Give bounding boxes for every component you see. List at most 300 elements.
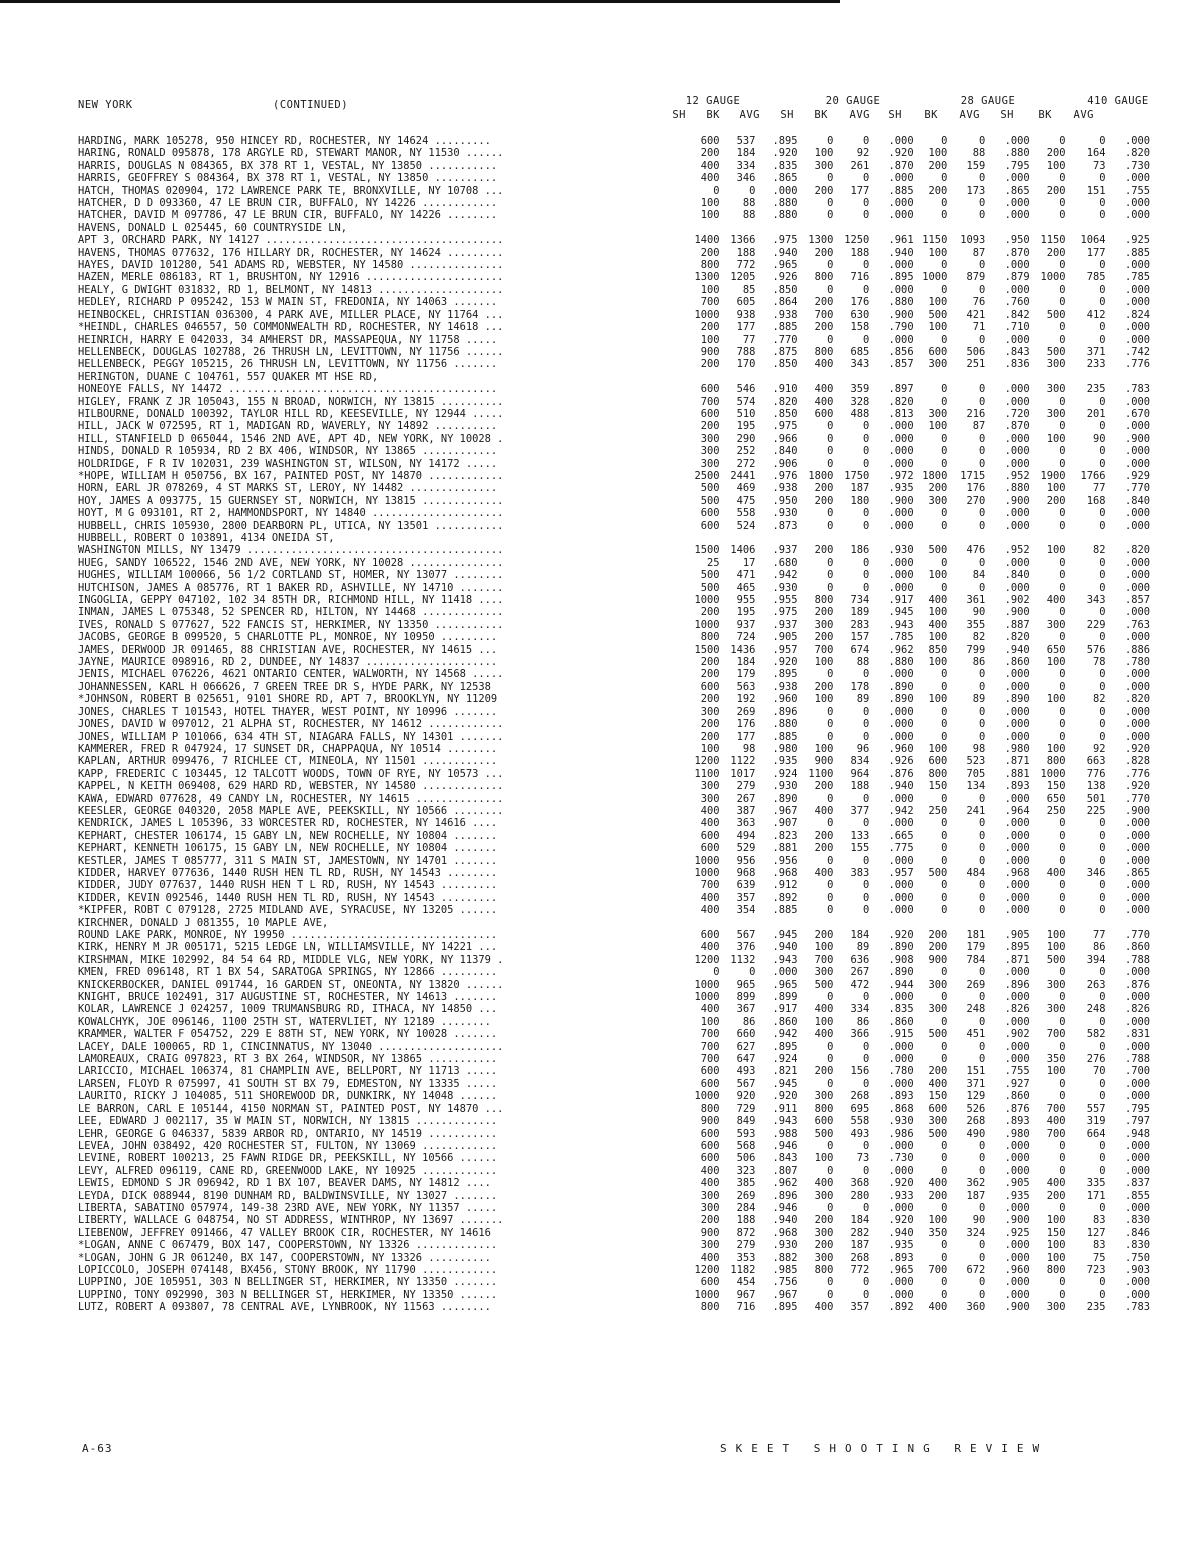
score-cell: .821 bbox=[772, 1065, 798, 1078]
score-cell: 600 bbox=[700, 383, 720, 396]
score-cell: 300 bbox=[1046, 358, 1066, 371]
score-cell: .000 bbox=[888, 556, 914, 569]
table-row bbox=[78, 1128, 1150, 1140]
score-cell: .000 bbox=[1124, 1164, 1150, 1177]
score-cell: .820 bbox=[1124, 693, 1150, 706]
score-cell: 0 bbox=[863, 1053, 870, 1066]
score-cell: 200 bbox=[928, 159, 948, 172]
score-cell: 189 bbox=[850, 606, 870, 619]
score-cell: 0 bbox=[1099, 1077, 1106, 1090]
score-cell: 0 bbox=[827, 581, 834, 594]
score-cell bbox=[947, 532, 985, 544]
score-cell: 685 bbox=[850, 345, 870, 358]
score-cell: .000 bbox=[888, 1164, 914, 1177]
score-cell: .000 bbox=[1004, 1276, 1030, 1289]
score-cell: .944 bbox=[888, 978, 914, 991]
score-cell: 328 bbox=[850, 395, 870, 408]
score-cell: .000 bbox=[1004, 842, 1030, 855]
score-cell: 0 bbox=[827, 569, 834, 582]
score-cell: 300 bbox=[814, 1251, 834, 1264]
score-cell: 493 bbox=[736, 1065, 756, 1078]
score-cell: .964 bbox=[1004, 804, 1030, 817]
score-cell: 0 bbox=[1059, 283, 1066, 296]
score-cell: 200 bbox=[814, 929, 834, 941]
score-cell: 0 bbox=[979, 283, 986, 296]
page-number: A-63 bbox=[82, 1442, 113, 1455]
score-cell: 176 bbox=[966, 482, 986, 495]
score-cell: 0 bbox=[1059, 1139, 1066, 1152]
shooter-entry: KENDRICK, JAMES L 105396, 33 WORCESTER RD, ROCHESTER, NY 14616 .... bbox=[78, 817, 498, 830]
shooter-entry: HILL, STANFIELD D 065044, 1546 2ND AVE, APT 4D, NEW YORK, NY 10028 . bbox=[78, 432, 504, 445]
score-cell: 0 bbox=[1099, 1276, 1106, 1289]
score-cell: .000 bbox=[888, 209, 914, 222]
score-cell: 343 bbox=[850, 358, 870, 371]
score-cell: 0 bbox=[1099, 1288, 1106, 1301]
score-cell: 700 bbox=[814, 953, 834, 966]
score-cell: 1500 bbox=[694, 544, 720, 557]
score-cell: .935 bbox=[888, 482, 914, 495]
score-cell: 0 bbox=[941, 432, 948, 445]
score-cell: 0 bbox=[941, 1201, 948, 1214]
score-cell: 700 bbox=[1046, 1028, 1066, 1041]
score-cell: .890 bbox=[1004, 693, 1030, 706]
score-cell: .710 bbox=[1004, 321, 1030, 334]
score-cell: .871 bbox=[1004, 953, 1030, 966]
score-cell: 664 bbox=[1086, 1127, 1106, 1140]
score-cell bbox=[869, 532, 913, 544]
score-cell: .899 bbox=[772, 991, 798, 1004]
score-cell: 0 bbox=[827, 891, 834, 904]
score-cell: 0 bbox=[979, 792, 986, 805]
score-cell: 366 bbox=[850, 1028, 870, 1041]
score-cell: 0 bbox=[827, 991, 834, 1004]
score-cell: 300 bbox=[700, 1189, 720, 1202]
score-cell: .900 bbox=[888, 494, 914, 507]
score-cell: 0 bbox=[979, 668, 986, 681]
score-cell: 355 bbox=[966, 618, 986, 631]
score-cell: 0 bbox=[863, 283, 870, 296]
score-cell: .730 bbox=[888, 1152, 914, 1165]
score-cell: .960 bbox=[888, 742, 914, 755]
score-cell: .000 bbox=[888, 1139, 914, 1152]
score-cell: 177 bbox=[736, 321, 756, 334]
score-cell: .885 bbox=[772, 904, 798, 917]
score-cell: .948 bbox=[1124, 1127, 1150, 1140]
score-cell: .665 bbox=[888, 829, 914, 842]
score-cell: .956 bbox=[772, 854, 798, 867]
table-row bbox=[78, 1252, 1150, 1264]
score-cell: .890 bbox=[888, 693, 914, 706]
score-cell: .890 bbox=[888, 941, 914, 954]
score-cell: .831 bbox=[1124, 1028, 1150, 1041]
score-cell: 0 bbox=[979, 1164, 986, 1177]
score-cell: 400 bbox=[814, 1177, 834, 1190]
score-cell: 558 bbox=[736, 507, 756, 520]
score-cell: 300 bbox=[928, 1003, 948, 1016]
score-cell: 400 bbox=[1046, 1115, 1066, 1128]
score-cell: .000 bbox=[888, 135, 914, 147]
score-cell: 0 bbox=[863, 705, 870, 718]
score-cell: 0 bbox=[979, 1040, 986, 1053]
score-cell: 89 bbox=[856, 941, 870, 954]
score-cell: 0 bbox=[863, 1288, 870, 1301]
score-cell: 89 bbox=[972, 693, 986, 706]
score-cell: 563 bbox=[736, 680, 756, 693]
score-cell: 157 bbox=[850, 631, 870, 644]
score-cell: .920 bbox=[888, 1214, 914, 1227]
score-cell: .775 bbox=[888, 842, 914, 855]
score-cell: 471 bbox=[736, 569, 756, 582]
score-cell: 1715 bbox=[960, 469, 986, 482]
score-cell: 695 bbox=[850, 1102, 870, 1115]
score-cell: .000 bbox=[1004, 1139, 1030, 1152]
score-cell: 100 bbox=[928, 631, 948, 644]
score-cell: 0 bbox=[1059, 197, 1066, 210]
score-cell: .965 bbox=[772, 978, 798, 991]
score-cell: 600 bbox=[700, 1065, 720, 1078]
score-cell: 0 bbox=[1059, 668, 1066, 681]
score-cell: 879 bbox=[966, 271, 986, 284]
score-cell: 1000 bbox=[1040, 271, 1066, 284]
score-cell: 17 bbox=[742, 556, 756, 569]
score-cell: 188 bbox=[850, 780, 870, 793]
score-cell: 400 bbox=[700, 1251, 720, 1264]
shooter-entry: HAYES, DAVID 101280, 541 ADAMS RD, WEBSTER, NY 14580 ............... bbox=[78, 259, 504, 272]
score-cell: .925 bbox=[1124, 234, 1150, 247]
score-cell: 0 bbox=[1099, 1201, 1106, 1214]
score-cell: .795 bbox=[1124, 1102, 1150, 1115]
score-cell: .000 bbox=[1124, 854, 1150, 867]
score-cell: 300 bbox=[700, 432, 720, 445]
score-cell: 784 bbox=[966, 953, 986, 966]
score-cell: 400 bbox=[700, 159, 720, 172]
score-cell: .000 bbox=[888, 891, 914, 904]
score-cell: .920 bbox=[772, 147, 798, 160]
score-cell: 300 bbox=[1046, 1301, 1066, 1314]
score-cell: .000 bbox=[1004, 829, 1030, 842]
score-cell: .870 bbox=[1004, 246, 1030, 259]
score-cell: .893 bbox=[1004, 1115, 1030, 1128]
score-cell: .000 bbox=[1004, 879, 1030, 892]
score-cell: 526 bbox=[966, 1102, 986, 1115]
score-cell: 0 bbox=[863, 420, 870, 433]
score-cell: 0 bbox=[941, 680, 948, 693]
score-cell: .000 bbox=[888, 730, 914, 743]
score-cell: 225 bbox=[1086, 804, 1106, 817]
score-cell: .940 bbox=[1004, 643, 1030, 656]
score-cell: .785 bbox=[888, 631, 914, 644]
score-cell: 100 bbox=[700, 209, 720, 222]
score-cell: 87 bbox=[972, 420, 986, 433]
score-cell: 537 bbox=[736, 135, 756, 147]
table-row bbox=[78, 892, 1150, 904]
score-cell: 233 bbox=[1086, 358, 1106, 371]
score-cell: 0 bbox=[1099, 1152, 1106, 1165]
score-cell: 600 bbox=[928, 1102, 948, 1115]
score-cell: .000 bbox=[1124, 680, 1150, 693]
score-cell: 0 bbox=[1099, 172, 1106, 185]
shooter-entry: HATCHER, D D 093360, 47 LE BRUN CIR, BUFFALO, NY 14226 ............ bbox=[78, 197, 498, 210]
score-cell: .980 bbox=[772, 742, 798, 755]
shooter-entry: LARSEN, FLOYD R 075997, 41 SOUTH ST BX 79, EDMESTON, NY 13335 ..... bbox=[78, 1077, 498, 1090]
score-cell: 0 bbox=[1059, 395, 1066, 408]
score-cell: .000 bbox=[1124, 817, 1150, 830]
table-row bbox=[78, 1227, 1150, 1239]
score-cell: .938 bbox=[772, 680, 798, 693]
score-cell: 0 bbox=[863, 1201, 870, 1214]
score-cell: 0 bbox=[1059, 1276, 1066, 1289]
score-cell: 100 bbox=[928, 742, 948, 755]
score-cell bbox=[914, 371, 948, 383]
table-row bbox=[78, 209, 1150, 221]
shooter-entry: KEPHART, CHESTER 106174, 15 GABY LN, NEW ROCHELLE, NY 10804 ....... bbox=[78, 829, 498, 842]
table-row bbox=[78, 718, 1150, 730]
roster-page bbox=[78, 95, 1150, 1314]
score-cell: 0 bbox=[1059, 1201, 1066, 1214]
score-cell: 280 bbox=[850, 1189, 870, 1202]
score-cell: 0 bbox=[941, 1288, 948, 1301]
score-cell: 0 bbox=[941, 172, 948, 185]
table-row bbox=[78, 346, 1150, 358]
score-cell: 300 bbox=[814, 618, 834, 631]
score-cell: 100 bbox=[928, 569, 948, 582]
score-cell: 100 bbox=[928, 296, 948, 309]
score-cell: 0 bbox=[979, 581, 986, 594]
score-cell: 400 bbox=[814, 358, 834, 371]
score-cell: 229 bbox=[1086, 618, 1106, 631]
score-cell: 77 bbox=[742, 333, 756, 346]
score-cell: 1205 bbox=[730, 271, 756, 284]
table-row bbox=[78, 817, 1150, 829]
score-cell: 0 bbox=[941, 457, 948, 470]
score-cell: 400 bbox=[928, 1301, 948, 1314]
score-cell: .780 bbox=[1124, 656, 1150, 669]
score-cell: .742 bbox=[1124, 345, 1150, 358]
score-cell: .813 bbox=[888, 407, 914, 420]
score-cell: .880 bbox=[1004, 482, 1030, 495]
score-cell: 0 bbox=[827, 904, 834, 917]
score-cell: 600 bbox=[700, 135, 720, 147]
score-cell: 850 bbox=[928, 643, 948, 656]
shooter-entry: KIDDER, JUDY 077637, 1440 RUSH HEN T L RD, RUSH, NY 14543 ......... bbox=[78, 879, 498, 892]
score-cell: 0 bbox=[1099, 321, 1106, 334]
score-cell: .840 bbox=[1004, 569, 1030, 582]
score-cell: 151 bbox=[966, 1065, 986, 1078]
table-row bbox=[78, 383, 1150, 395]
score-cell: .000 bbox=[1124, 209, 1150, 222]
score-cell: .000 bbox=[1124, 631, 1150, 644]
score-cell: .000 bbox=[1004, 1152, 1030, 1165]
score-cell: .865 bbox=[772, 172, 798, 185]
score-cell bbox=[1030, 371, 1066, 383]
table-row bbox=[78, 495, 1150, 507]
score-cell: 484 bbox=[966, 866, 986, 879]
table-row bbox=[78, 619, 1150, 631]
score-cell: .000 bbox=[1124, 1040, 1150, 1053]
score-cell: 700 bbox=[814, 308, 834, 321]
score-cell: 1366 bbox=[730, 234, 756, 247]
score-cell: 400 bbox=[1046, 866, 1066, 879]
score-cell bbox=[719, 222, 755, 234]
score-cell: 800 bbox=[814, 345, 834, 358]
score-cell: 127 bbox=[1086, 1226, 1106, 1239]
score-cell: 200 bbox=[700, 1214, 720, 1227]
score-cell: .920 bbox=[772, 1090, 798, 1103]
score-cell: .000 bbox=[1004, 1251, 1030, 1264]
gauge-12-label: 12 GAUGE bbox=[685, 95, 741, 107]
table-row bbox=[78, 1301, 1150, 1313]
score-cell: 200 bbox=[928, 482, 948, 495]
score-cell: 475 bbox=[736, 494, 756, 507]
score-cell: 0 bbox=[1099, 581, 1106, 594]
score-cell bbox=[869, 917, 913, 929]
score-cell: 400 bbox=[700, 941, 720, 954]
score-cell: 0 bbox=[1059, 1164, 1066, 1177]
score-cell bbox=[1030, 222, 1066, 234]
score-cell: .000 bbox=[1124, 556, 1150, 569]
subheading-avg: AVG bbox=[849, 109, 870, 121]
score-cell: 346 bbox=[736, 172, 756, 185]
table-row bbox=[78, 445, 1150, 457]
score-cell: 300 bbox=[928, 358, 948, 371]
score-cell: 650 bbox=[1046, 643, 1066, 656]
score-cell: 300 bbox=[1046, 407, 1066, 420]
score-cell: 600 bbox=[700, 519, 720, 532]
score-cell: 300 bbox=[700, 445, 720, 458]
score-cell: 0 bbox=[1099, 817, 1106, 830]
table-row bbox=[78, 358, 1150, 370]
shooter-entry: KEESLER, GEORGE 040320, 2058 MAPLE AVE, PEEKSKILL, NY 10566 ........ bbox=[78, 804, 504, 817]
score-cell: .755 bbox=[1124, 184, 1150, 197]
score-cell: 1100 bbox=[694, 767, 720, 780]
score-cell: 195 bbox=[736, 606, 756, 619]
score-cell: .000 bbox=[1124, 172, 1150, 185]
score-cell: .980 bbox=[1004, 1127, 1030, 1140]
score-cell: .986 bbox=[888, 1127, 914, 1140]
score-cell: 200 bbox=[814, 184, 834, 197]
subheading-avg: AVG bbox=[959, 109, 980, 121]
score-cell: 276 bbox=[1086, 1053, 1106, 1066]
score-cell: .000 bbox=[1004, 904, 1030, 917]
score-cell: 178 bbox=[850, 680, 870, 693]
score-cell: 300 bbox=[1046, 1003, 1066, 1016]
score-cell: 0 bbox=[1059, 891, 1066, 904]
table-row bbox=[78, 532, 1150, 544]
score-cell: .957 bbox=[772, 643, 798, 656]
score-cell: 0 bbox=[941, 966, 948, 979]
score-cell: .000 bbox=[1124, 197, 1150, 210]
table-row bbox=[78, 656, 1150, 668]
score-cell: 400 bbox=[928, 1077, 948, 1090]
score-cell: 0 bbox=[1059, 209, 1066, 222]
score-cell: 334 bbox=[850, 1003, 870, 1016]
score-cell: .850 bbox=[772, 283, 798, 296]
score-cell: 77 bbox=[1093, 482, 1106, 495]
score-cell: 100 bbox=[1046, 544, 1066, 557]
score-cell: .864 bbox=[772, 296, 798, 309]
score-cell: .000 bbox=[888, 1077, 914, 1090]
score-cell: .938 bbox=[772, 482, 798, 495]
table-row bbox=[78, 1190, 1150, 1202]
score-cell: .836 bbox=[1004, 358, 1030, 371]
score-cell: .000 bbox=[1004, 383, 1030, 396]
score-cell: 200 bbox=[814, 829, 834, 842]
score-cell: .000 bbox=[1004, 1288, 1030, 1301]
score-cell: 700 bbox=[814, 643, 834, 656]
score-cell: 267 bbox=[850, 966, 870, 979]
shooter-entry: KIRSHMAN, MIKE 102992, 84 54 64 RD, MIDDLE VLG, NEW YORK, NY 11379 . bbox=[78, 953, 504, 966]
score-cell: 700 bbox=[700, 296, 720, 309]
score-cell: 1000 bbox=[694, 1288, 720, 1301]
score-cell: 451 bbox=[966, 1028, 986, 1041]
score-cell: 800 bbox=[814, 1102, 834, 1115]
shooter-entry: LUTZ, ROBERT A 093807, 78 CENTRAL AVE, LYNBROOK, NY 11563 ........ bbox=[78, 1301, 491, 1314]
score-cell: 900 bbox=[928, 953, 948, 966]
score-cell: 0 bbox=[1099, 680, 1106, 693]
score-cell: .890 bbox=[888, 680, 914, 693]
score-cell: 568 bbox=[736, 1139, 756, 1152]
score-cell: 0 bbox=[979, 705, 986, 718]
score-cell: .937 bbox=[772, 544, 798, 557]
score-cell: .785 bbox=[1124, 271, 1150, 284]
table-row bbox=[78, 793, 1150, 805]
score-cell: .912 bbox=[772, 879, 798, 892]
score-cell: 0 bbox=[941, 507, 948, 520]
subheading-sh: SH bbox=[780, 109, 794, 121]
score-cell: 200 bbox=[814, 680, 834, 693]
score-cell: 0 bbox=[827, 1276, 834, 1289]
score-cell: 269 bbox=[736, 1189, 756, 1202]
score-cell: 500 bbox=[1046, 953, 1066, 966]
table-row bbox=[78, 284, 1150, 296]
shooter-entry: JAYNE, MAURICE 098916, RD 2, DUNDEE, NY 14837 ..................... bbox=[78, 656, 498, 669]
score-cell: 0 bbox=[827, 792, 834, 805]
score-cell: 0 bbox=[941, 581, 948, 594]
score-cell: 250 bbox=[928, 804, 948, 817]
table-row bbox=[78, 693, 1150, 705]
score-cell: 0 bbox=[713, 966, 720, 979]
shooter-entry: KAWA, EDWARD 077628, 49 CANDY LN, ROCHESTER, NY 14615 .............. bbox=[78, 792, 504, 805]
score-cell: 0 bbox=[1059, 631, 1066, 644]
score-cell: 700 bbox=[1046, 1102, 1066, 1115]
score-cell: .000 bbox=[1004, 556, 1030, 569]
score-cell: 0 bbox=[941, 556, 948, 569]
score-cell: 86 bbox=[972, 656, 986, 669]
score-cell: .000 bbox=[1004, 792, 1030, 805]
score-cell: 1093 bbox=[960, 234, 986, 247]
score-cell bbox=[798, 917, 834, 929]
table-row bbox=[78, 147, 1150, 159]
score-cell: 937 bbox=[736, 618, 756, 631]
score-cell: 600 bbox=[700, 1139, 720, 1152]
score-cell: 0 bbox=[1059, 606, 1066, 619]
score-cell: 0 bbox=[863, 519, 870, 532]
table-row bbox=[78, 1177, 1150, 1189]
score-cell: 100 bbox=[928, 1214, 948, 1227]
score-cell: 0 bbox=[979, 1239, 986, 1252]
score-cell: 660 bbox=[736, 1028, 756, 1041]
score-cell: 100 bbox=[814, 1152, 834, 1165]
score-cell: .000 bbox=[1124, 730, 1150, 743]
score-cell: 300 bbox=[700, 1239, 720, 1252]
score-cell: 1200 bbox=[694, 755, 720, 768]
table-row bbox=[78, 1065, 1150, 1077]
score-cell: .946 bbox=[772, 1201, 798, 1214]
score-cell: .940 bbox=[888, 1226, 914, 1239]
score-cell: .962 bbox=[772, 1177, 798, 1190]
score-cell: 0 bbox=[1059, 1040, 1066, 1053]
score-cell: .860 bbox=[1004, 656, 1030, 669]
